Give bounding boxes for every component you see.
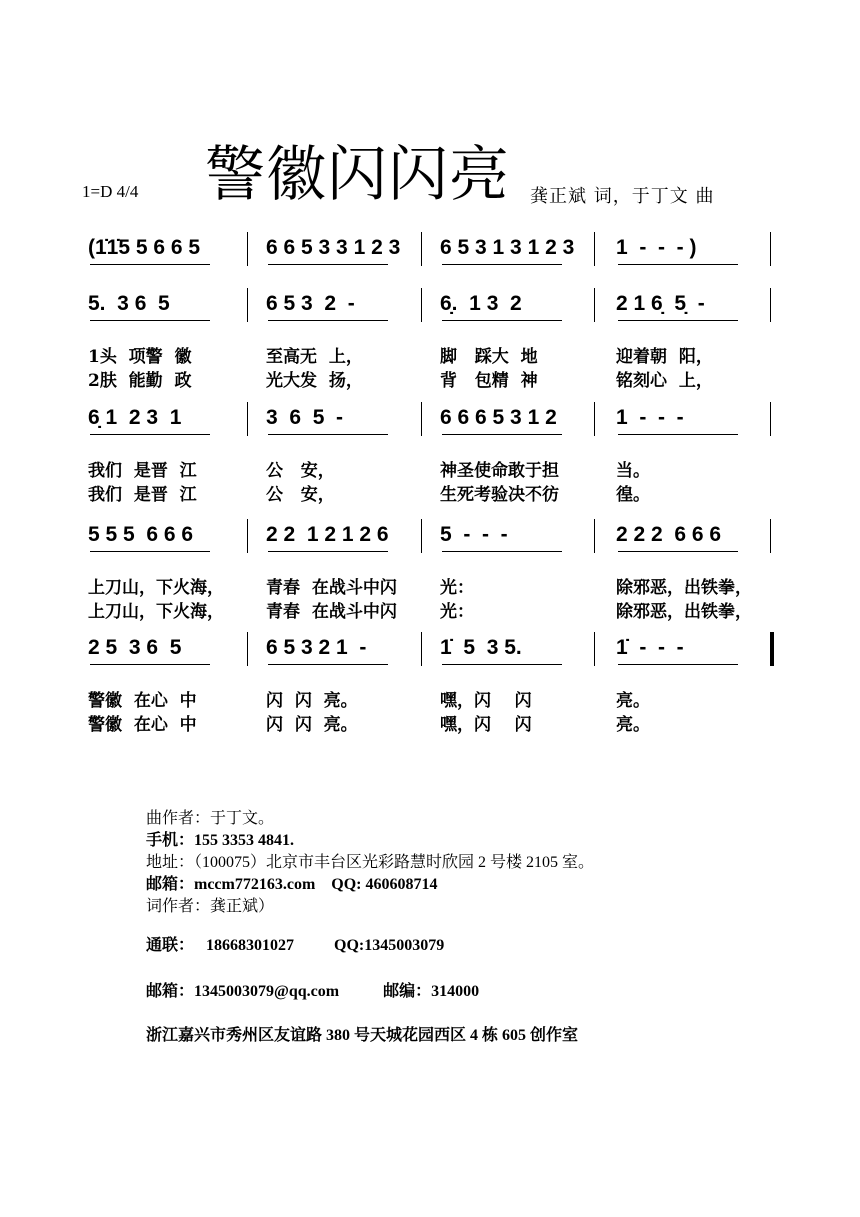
barline <box>770 632 774 666</box>
beam-underline <box>442 664 562 665</box>
beam-underline <box>90 551 210 552</box>
song-title: 警徽闪闪亮 <box>205 140 510 210</box>
measure-notes: 6 5 3 2 1 - <box>266 636 367 659</box>
beam-underline <box>268 320 388 321</box>
beam-underline <box>268 434 388 435</box>
measure-notes: (1̇1̇5 5 6 6 5 <box>88 236 201 259</box>
song-credits: 龚正斌 词，于丁文 曲 <box>530 186 715 207</box>
measure-notes: 1̇ 5 3 5. <box>440 636 522 659</box>
measure-notes: 6̣. 1 3 2 <box>440 292 522 315</box>
barline <box>594 402 595 436</box>
lyric-verse-1: 闪 闪 亮。 <box>266 691 358 711</box>
lyric-verse-2: 铭刻心 上， <box>616 371 713 391</box>
barline <box>594 519 595 553</box>
address-line: 地址：（100075）北京市丰台区光彩路慧时欣园 2 号楼 2105 室。 <box>146 854 595 871</box>
beam-underline <box>90 664 210 665</box>
barline <box>421 632 422 666</box>
measure-notes: 2 2 2 6 6 6 <box>616 523 722 546</box>
measure-notes: 6̣ 1 2 3 1 <box>88 406 182 429</box>
lyric-verse-1: 警徽 在心 中 <box>88 691 197 711</box>
measure-notes: 5. 3 6 5 <box>88 292 170 315</box>
measure-notes: 6 5 3 1 3 1 2 3 <box>440 236 575 259</box>
lyric-verse-1: 1头 项警 徽 <box>88 347 192 367</box>
measure-notes: 1̇ - - - <box>616 636 684 659</box>
barline <box>247 519 248 553</box>
contact-info <box>146 808 594 918</box>
beam-underline <box>442 264 562 265</box>
beam-underline <box>268 264 388 265</box>
barline <box>770 519 771 553</box>
lyric-verse-2: 徨。 <box>616 485 650 505</box>
key-signature: 1=D 4/4 <box>82 182 139 201</box>
tel-line: 通联： 18668301027 QQ:1345003079 <box>146 937 445 954</box>
measure-notes: 1 - - - <box>616 406 684 429</box>
lyric-verse-1: 至高无 上， <box>266 347 363 367</box>
beam-underline <box>442 320 562 321</box>
lyric-verse-2: 我们 是晋 江 <box>88 485 197 505</box>
lyric-verse-2: 光大发 扬， <box>266 371 363 391</box>
lyric-verse-2: 除邪恶，出铁拳， <box>616 602 752 622</box>
barline <box>247 288 248 322</box>
beam-underline <box>618 264 738 265</box>
beam-underline <box>90 434 210 435</box>
lyricist-line: 词作者：龚正斌） <box>146 898 275 915</box>
barline <box>594 288 595 322</box>
barline <box>247 232 248 266</box>
lyric-verse-1: 亮。 <box>616 691 650 711</box>
lyric-verse-1: 青春 在战斗中闪 <box>266 578 397 598</box>
lyric-verse-1: 公 安， <box>266 461 335 481</box>
barline <box>421 232 422 266</box>
beam-underline <box>442 434 562 435</box>
beam-underline <box>618 664 738 665</box>
beam-underline <box>268 664 388 665</box>
beam-underline <box>90 264 210 265</box>
measure-notes: 6 5 3 2 - <box>266 292 355 315</box>
lyric-verse-1: 上刀山，下火海， <box>88 578 224 598</box>
lyric-verse-2: 2肤 能勤 政 <box>88 371 192 391</box>
barline <box>770 232 771 266</box>
lyric-verse-2: 光： <box>440 602 474 622</box>
barline <box>421 288 422 322</box>
lyric-verse-2: 公 安， <box>266 485 335 505</box>
lyric-verse-2: 青春 在战斗中闪 <box>266 602 397 622</box>
measure-notes: 3 6 5 - <box>266 406 344 429</box>
beam-underline <box>618 320 738 321</box>
measure-notes: 2 1 6̣ 5̣ - <box>616 292 705 315</box>
email-zip-line: 邮箱：1345003079@qq.com 邮编：314000 <box>146 983 480 1000</box>
lyric-verse-1: 我们 是晋 江 <box>88 461 197 481</box>
barline <box>770 402 771 436</box>
lyric-verse-1: 神圣使命敢于担 <box>440 461 559 481</box>
beam-underline <box>90 320 210 321</box>
lyric-verse-2: 亮。 <box>616 715 650 735</box>
lyric-verse-2: 生死考验决不彷 <box>440 485 559 505</box>
lyric-verse-2: 背 包精 神 <box>440 371 538 391</box>
lyric-verse-2: 警徽 在心 中 <box>88 715 197 735</box>
barline <box>247 632 248 666</box>
measure-notes: 5 5 5 6 6 6 <box>88 523 194 546</box>
measure-notes: 5 - - - <box>440 523 508 546</box>
lyric-verse-2: 上刀山，下火海， <box>88 602 224 622</box>
lyric-verse-2: 嘿，闪 闪 <box>440 715 532 735</box>
lyric-verse-2: 闪 闪 亮。 <box>266 715 358 735</box>
lyric-verse-1: 迎着朝 阳， <box>616 347 713 367</box>
measure-notes: 2 5 3 6 5 <box>88 636 182 659</box>
phone-line: 手机：155 3353 4841. <box>146 832 295 849</box>
lyric-verse-1: 嘿，闪 闪 <box>440 691 532 711</box>
beam-underline <box>442 551 562 552</box>
barline <box>247 402 248 436</box>
email-qq-line: 邮箱：mccm772163.com QQ: 460608714 <box>146 876 438 893</box>
barline <box>421 402 422 436</box>
barline <box>770 288 771 322</box>
measure-notes: 2 2 1 2 1 2 6 <box>266 523 389 546</box>
measure-notes: 6 6 5 3 3 1 2 3 <box>266 236 401 259</box>
lyric-verse-1: 除邪恶，出铁拳， <box>616 578 752 598</box>
lyric-verse-1: 当。 <box>616 461 650 481</box>
barline <box>594 632 595 666</box>
beam-underline <box>268 551 388 552</box>
beam-underline <box>618 434 738 435</box>
address2-line: 浙江嘉兴市秀州区友谊路 380 号天城花园西区 4 栋 605 创作室 <box>146 1027 579 1044</box>
barline <box>594 232 595 266</box>
measure-notes: 6 6 6 5 3 1 2 <box>440 406 557 429</box>
barline <box>421 519 422 553</box>
composer-line: 曲作者：于丁文。 <box>146 810 275 827</box>
beam-underline <box>618 551 738 552</box>
lyric-verse-1: 光： <box>440 578 474 598</box>
measure-notes: 1 - - - ) <box>616 236 697 259</box>
lyric-verse-1: 脚 踩大 地 <box>440 347 538 367</box>
